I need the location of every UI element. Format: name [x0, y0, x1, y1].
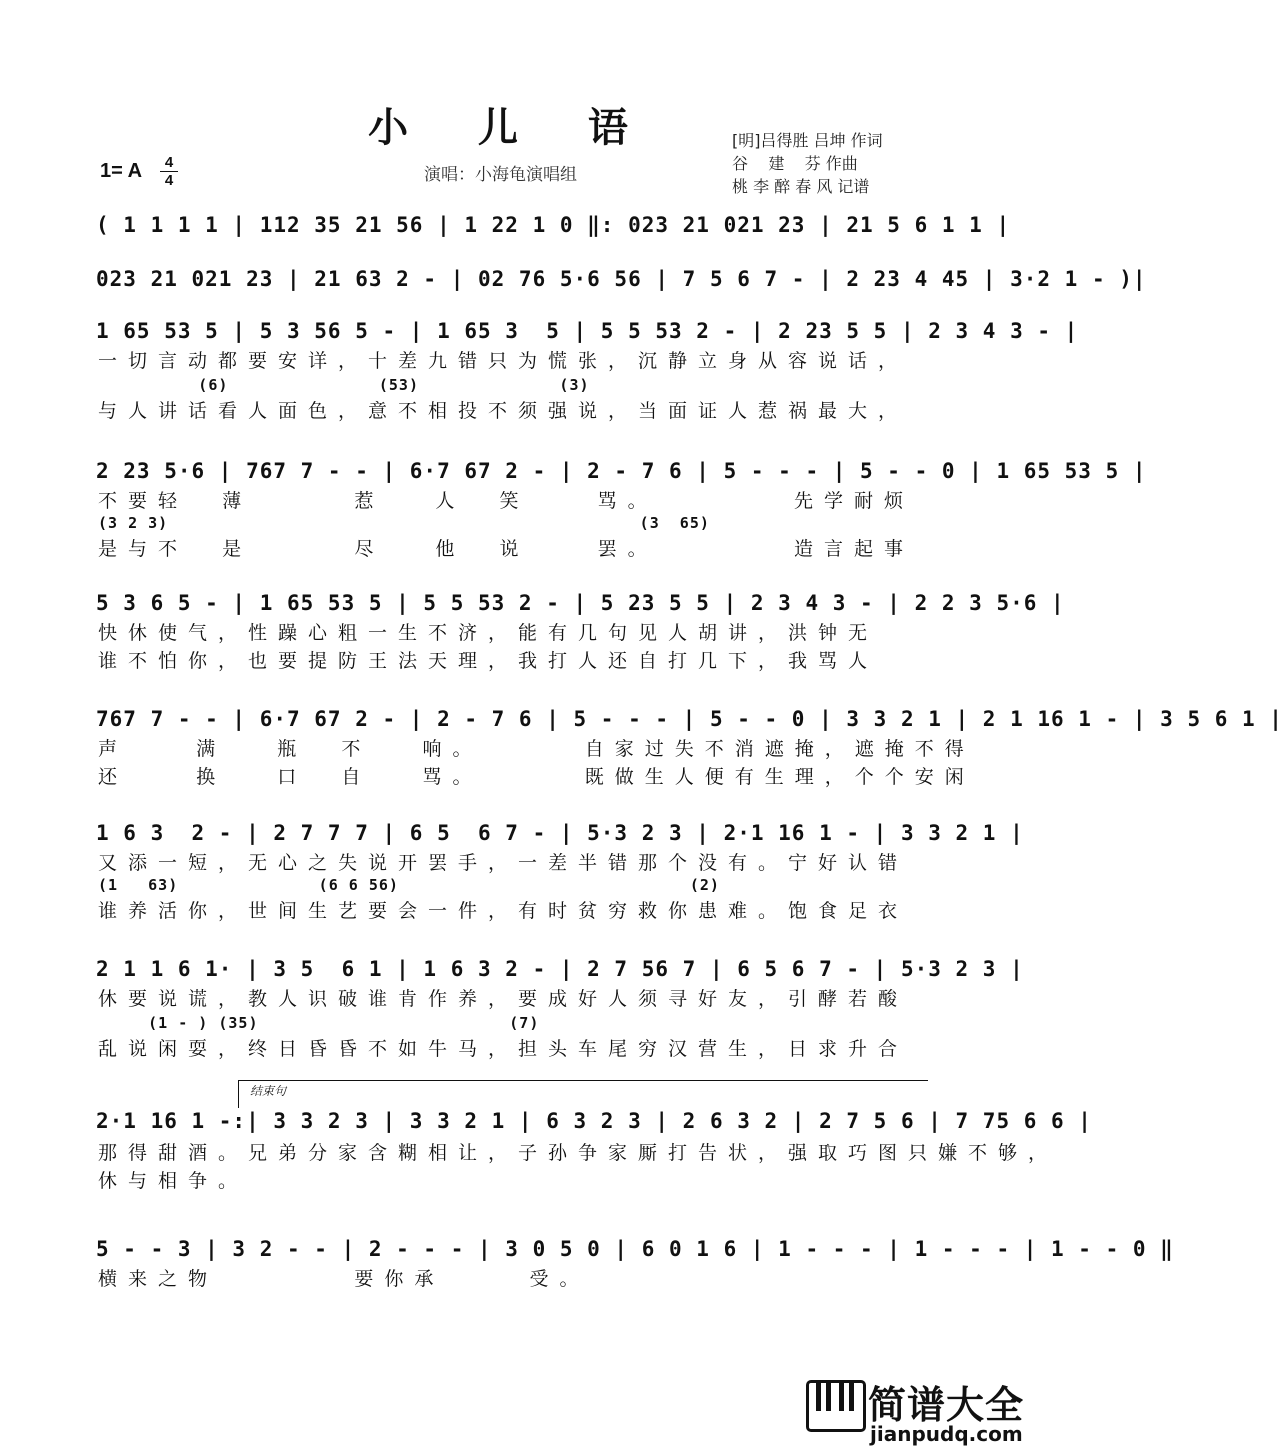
notation-line: 5 3 6 5 - | 1 65 53 5 | 5 5 53 2 - | 5 23 5 5 | 2 3 4 3 - | 2 2 3 5·6 |: [96, 591, 1065, 615]
lyric-line: 休要说谎，教人识破谁肯作养，要成好人须寻好友，引酵若酸: [98, 988, 909, 1010]
key-signature: 1= A: [100, 160, 143, 182]
time-signature-bottom: 4: [164, 172, 174, 189]
ending-bracket: [238, 1080, 928, 1081]
notation-line: 5 - - 3 | 3 2 - - | 2 - - - | 3 0 5 0 | 6 0 1 6 | 1 - - - | 1 - - - | 1 - - 0 ‖: [96, 1237, 1174, 1261]
singer-credit: 演唱：小海龟演唱组: [424, 165, 577, 185]
lyric-line: 是与不 是 尽 他 说 罢。 造言起事: [98, 538, 914, 560]
notation-line: 023 21 021 23 | 21 63 2 - | 02 76 5·6 56 | 7 5 6 7 - | 2 23 4 45 | 3·2 1 - )|: [96, 267, 1147, 291]
lyric-line: 又添一短，无心之失说开罢手，一差半错那个没有。宁好认错: [98, 852, 909, 874]
alt-notation: (3 2 3) (3 65): [98, 514, 710, 532]
lyric-line: 休与相争。: [98, 1170, 249, 1192]
watermark-url: jianpudq.com: [870, 1422, 1023, 1446]
alt-notation: (6) (53) (3): [98, 376, 590, 394]
ending-label: 结束句: [250, 1084, 287, 1098]
song-title: 小 儿 语: [368, 104, 656, 151]
transcriber-credit: 桃 李 醉 春 风 记谱: [732, 177, 870, 196]
lyric-line: 还 换 口 自 骂。 既做生人便有生理，个个安闲: [98, 766, 975, 788]
composer-credit: 谷 建 芬 作曲: [732, 154, 858, 173]
alt-notation: (1 - ) (35) (7): [98, 1014, 540, 1032]
lyric-line: 与人讲话看人面色，意不相投不须强说，当面证人惹祸最大，: [98, 400, 909, 422]
ending-bracket-tick: [238, 1080, 239, 1108]
notation-line: 767 7 - - | 6·7 67 2 - | 2 - 7 6 | 5 - - - | 5 - - 0 | 3 3 2 1 | 2 1 16 1 - | 3 5 6 1 |: [96, 707, 1283, 731]
notation-line: 2·1 16 1 -:| 3 3 2 3 | 3 3 2 1 | 6 3 2 3 | 2 6 3 2 | 2 7 5 6 | 7 75 6 6 |: [96, 1109, 1092, 1133]
lyric-line: 乱说闲耍，终日昏昏不如牛马，担头车尾穷汉营生，日求升合: [98, 1038, 909, 1060]
notation-line: 2 1 1 6 1· | 3 5 6 1 | 1 6 3 2 - | 2 7 56 7 | 6 5 6 7 - | 5·3 2 3 |: [96, 957, 1024, 981]
lyric-line: 声 满 瓶 不 响。 自家过失不消遮掩，遮掩不得: [98, 738, 975, 760]
time-signature-top: 4: [164, 154, 174, 171]
piano-icon: [806, 1380, 866, 1432]
lyric-line: 一切言动都要安详，十差九错只为慌张，沉静立身从容说话，: [98, 350, 909, 372]
notation-line: 1 65 53 5 | 5 3 56 5 - | 1 65 3 5 | 5 5 53 2 - | 2 23 5 5 | 2 3 4 3 - |: [96, 319, 1079, 343]
time-signature: [160, 155, 178, 188]
lyricist-credit: [明]吕得胜 吕坤 作词: [732, 131, 883, 150]
lyric-line: 横来之物 要你承 受。: [98, 1268, 590, 1290]
lyric-line: 谁养活你，世间生艺要会一件，有时贫穷救你患难。饱食足衣: [98, 900, 909, 922]
notation-line: 1 6 3 2 - | 2 7 7 7 | 6 5 6 7 - | 5·3 2 3 | 2·1 16 1 - | 3 3 2 1 |: [96, 821, 1024, 845]
site-watermark: [798, 1372, 1024, 1448]
lyric-line: 那得甜酒。兄弟分家含糊相让，子孙争家厮打告状，强取巧图只嫌不够，: [98, 1142, 1059, 1164]
watermark-name: 简谱大全: [868, 1383, 1025, 1427]
alt-notation: (1 63) (6 6 56) (2): [98, 876, 720, 894]
notation-line: ( 1 1 1 1 | 112 35 21 56 | 1 22 1 0 ‖: 023 21 021 23 | 21 5 6 1 1 |: [96, 213, 1011, 237]
lyric-line: 谁不怕你，也要提防王法天理，我打人还自打几下，我骂人: [98, 650, 879, 672]
notation-line: 2 23 5·6 | 767 7 - - | 6·7 67 2 - | 2 - 7 6 | 5 - - - | 5 - - 0 | 1 65 53 5 |: [96, 459, 1147, 483]
lyric-line: 不要轻 薄 惹 人 笑 骂。 先学耐烦: [98, 490, 914, 512]
lyric-line: 快休使气，性躁心粗一生不济，能有几句见人胡讲，洪钟无: [98, 622, 879, 644]
